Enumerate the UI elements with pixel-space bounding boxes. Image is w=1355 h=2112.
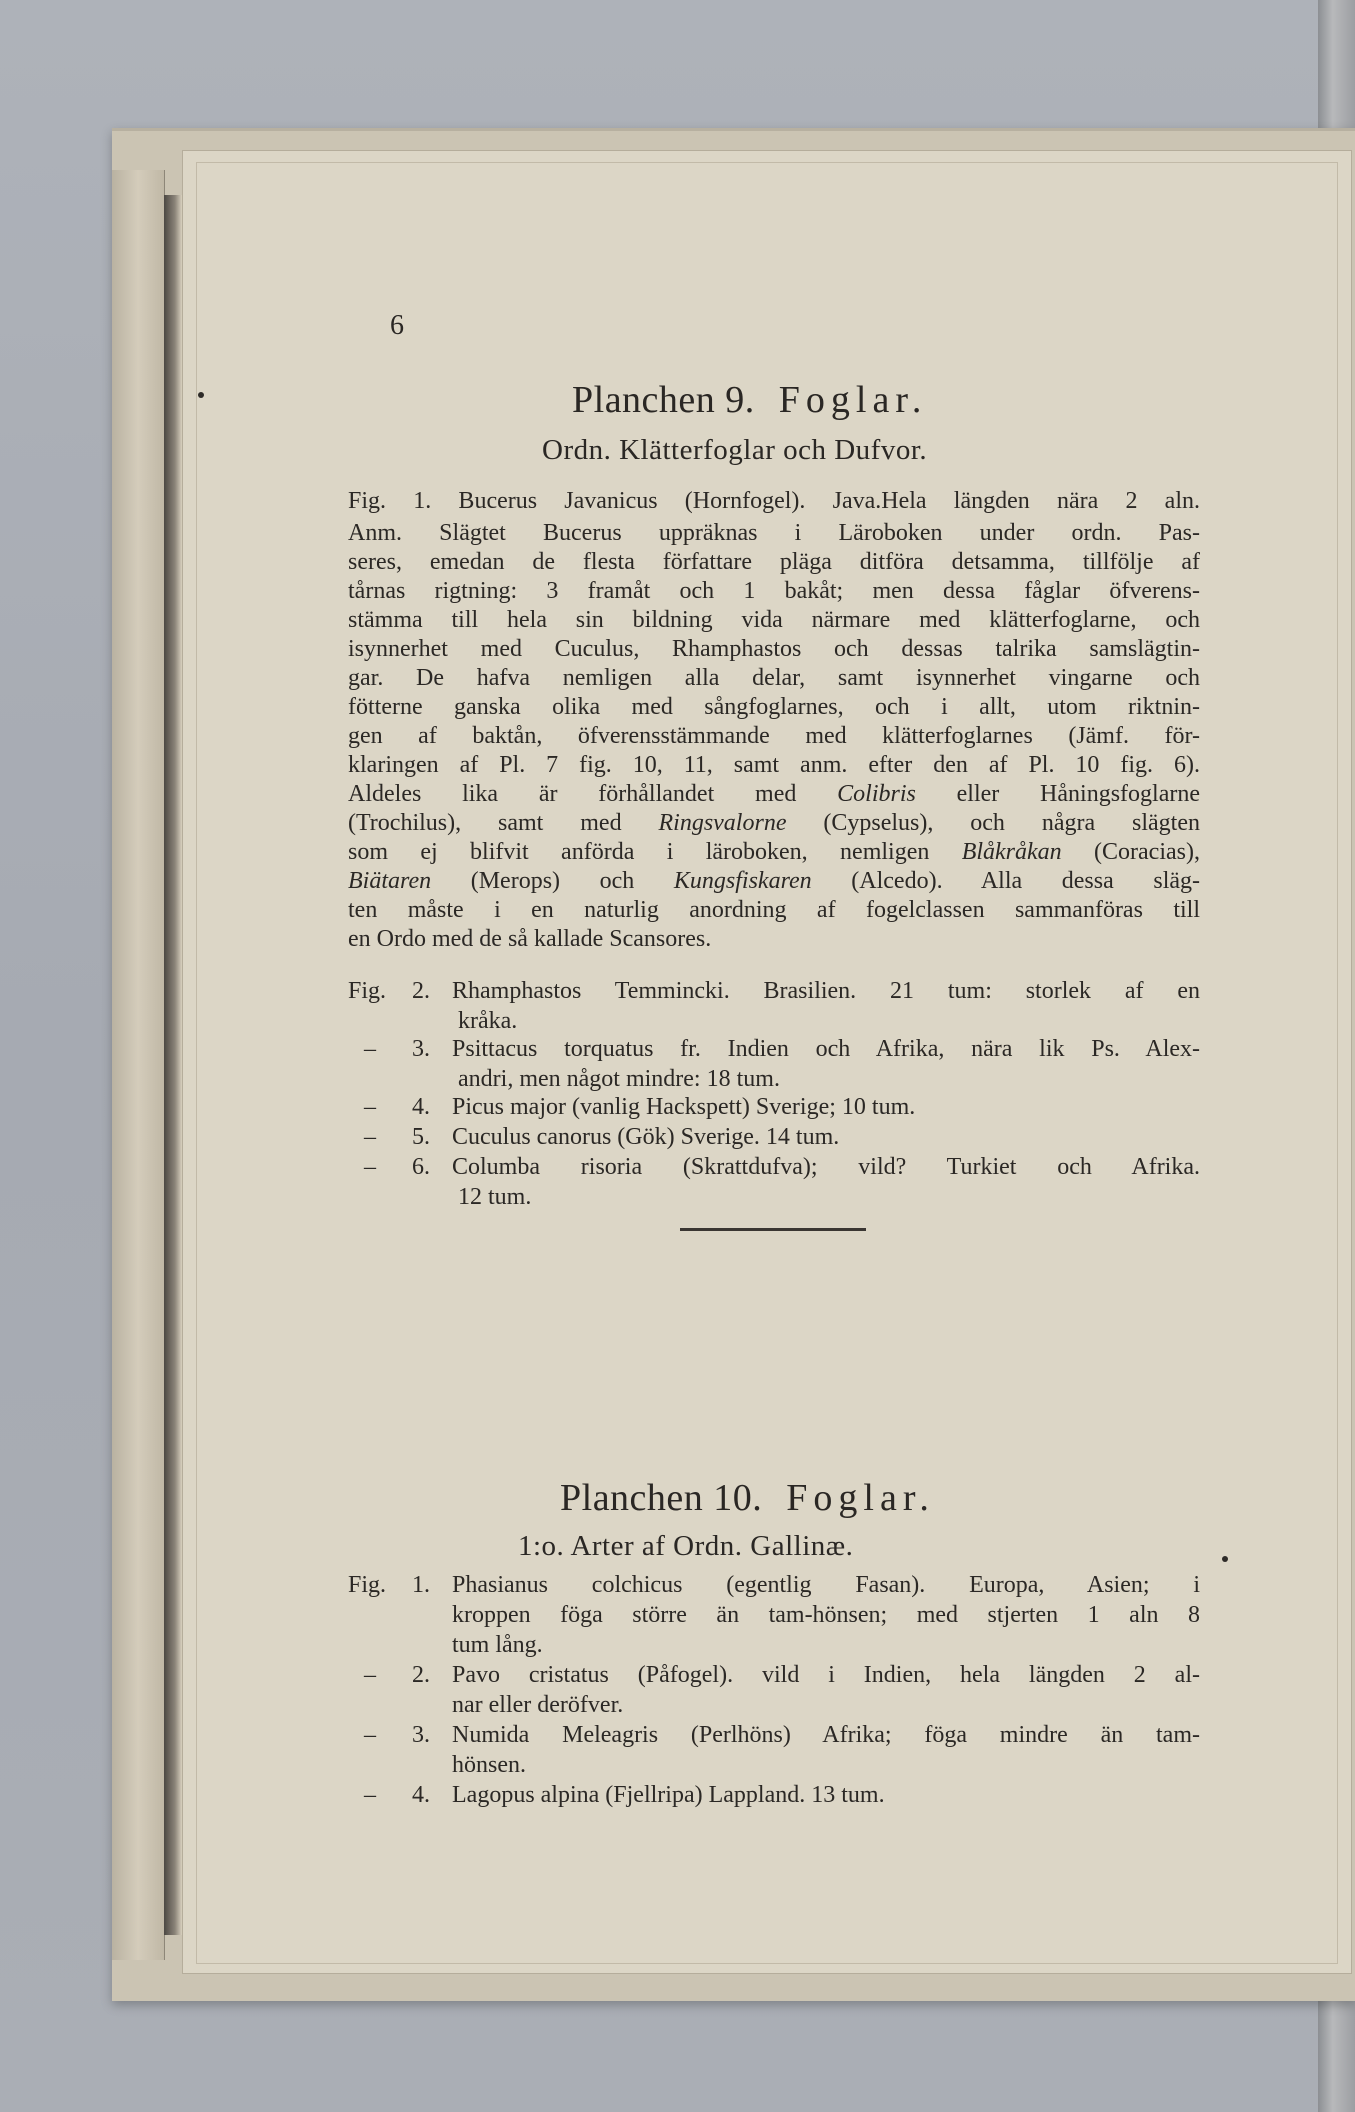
fig-number: 6.	[412, 1154, 430, 1180]
annotation-line: klaringen af Pl. 7 fig. 10, 11, samt anm. efter den af Pl. 10 fig. 6).	[348, 752, 1200, 778]
fig-prefix: –	[364, 1094, 376, 1120]
fig-number: 3.	[412, 1722, 430, 1748]
fig-text: Phasianus colchicus (egentlig Fasan). Europa, Asien; i	[452, 1572, 1200, 1598]
fig-number: 5.	[412, 1124, 430, 1150]
annotation-line: gen af baktån, öfverensstämmande med klätterfoglarnes (Jämf. för-	[348, 723, 1200, 749]
fig-text: nar eller deröfver.	[452, 1692, 624, 1718]
title-number: 9.	[725, 379, 755, 421]
fig-prefix: –	[364, 1154, 376, 1180]
annotation-line: stämma till hela sin bildning vida närmare med klätterfoglarne, och	[348, 607, 1200, 633]
page-number: 6	[390, 310, 404, 341]
fig-text: Cuculus canorus (Gök) Sverige. 14 tum.	[452, 1124, 840, 1150]
title-class: Foglar.	[778, 379, 928, 421]
fig-number: 4.	[412, 1094, 430, 1120]
annotation-line: fötterne ganska olika med sångfoglarnes, och i allt, utom riktnin-	[348, 694, 1200, 720]
fig-number: 2.	[412, 1662, 430, 1688]
fig-text: Psittacus torquatus fr. Indien och Afrika, nära lik Ps. Alex-	[452, 1036, 1200, 1062]
annotation-line: (Trochilus), samt med Ringsvalorne (Cypselus), och några slägten	[348, 810, 1200, 836]
fig-number: 3.	[412, 1036, 430, 1062]
section-10-subtitle: 1:o. Arter af Ordn. Gallinæ.	[518, 1530, 854, 1562]
section-divider	[680, 1228, 866, 1231]
fig-text: kroppen föga större än tam-hönsen; med stjerten 1 aln 8	[452, 1602, 1200, 1628]
page-gutter	[164, 195, 182, 1935]
fig-text: Numida Meleagris (Perlhöns) Afrika; föga mindre än tam-	[452, 1722, 1200, 1748]
annotation-line: Anm. Slägtet Bucerus uppräknas i Läroboken under ordn. Pas-	[348, 520, 1200, 546]
title-word: Planchen	[572, 379, 716, 421]
annotation-line: Biätaren (Merops) och Kungsfiskaren (Alcedo). Alla dessa släg-	[348, 868, 1201, 894]
margin-mark	[1222, 1556, 1228, 1562]
title-word: Planchen	[560, 1477, 704, 1519]
fig-prefix: –	[364, 1036, 376, 1062]
page-frame	[196, 162, 1338, 1964]
book-spine	[112, 170, 165, 1960]
fig-text-cont: andri, men något mindre: 18 tum.	[458, 1066, 780, 1092]
fig-text: hönsen.	[452, 1752, 526, 1778]
annotation-line: en Ordo med de så kallade Scansores.	[348, 926, 712, 952]
annotation-line: isynnerhet med Cuculus, Rhamphastos och dessas talrika samslägtin-	[348, 636, 1200, 662]
section-10-title	[560, 1476, 935, 1520]
fig-prefix: Fig.	[348, 978, 387, 1004]
fig-text-cont: kråka.	[458, 1008, 518, 1034]
fig-text: Rhamphastos Temmincki. Brasilien. 21 tum: storlek af en	[452, 978, 1200, 1004]
annotation-line: Aldeles lika är förhållandet med Colibris eller Håningsfoglarne	[348, 781, 1200, 807]
section-9-title	[572, 378, 927, 422]
fig-number: 1.	[412, 1572, 430, 1598]
fig-prefix: –	[364, 1124, 376, 1150]
fig-prefix: –	[364, 1722, 376, 1748]
section-9-subtitle: Ordn. Klätterfoglar och Dufvor.	[542, 434, 928, 466]
fig-1-entry: Fig. 1. Bucerus Javanicus (Hornfogel). Java.Hela längden nära 2 aln.	[348, 488, 1200, 514]
annotation-line: gar. De hafva nemligen alla delar, samt isynnerhet vingarne och	[348, 665, 1200, 691]
annotation-line: ten måste i en naturlig anordning af fogelclassen sammanföras till	[348, 897, 1200, 923]
fig-number: 4.	[412, 1782, 430, 1808]
annotation-line: tårnas rigtning: 3 framåt och 1 bakåt; men dessa fåglar öfverens-	[348, 578, 1200, 604]
fig-prefix: –	[364, 1662, 376, 1688]
fig-text-cont: 12 tum.	[458, 1184, 532, 1210]
fig-text: Lagopus alpina (Fjellripa) Lappland. 13 tum.	[452, 1782, 885, 1808]
title-class: Foglar.	[786, 1477, 935, 1519]
fig-text: Picus major (vanlig Hackspett) Sverige; 10 tum.	[452, 1094, 916, 1120]
fig-number: 2.	[412, 978, 430, 1004]
fig-prefix: –	[364, 1782, 376, 1808]
annotation-line: som ej blifvit anförda i läroboken, nemligen Blåkråkan (Coracias),	[348, 839, 1200, 865]
title-number: 10.	[713, 1477, 763, 1519]
fig-prefix: Fig.	[348, 1572, 387, 1598]
annotation-line: seres, emedan de flesta författare pläga ditföra detsamma, tillfölje af	[348, 549, 1200, 575]
fig-text: tum lång.	[452, 1632, 543, 1658]
fig-text: Pavo cristatus (Påfogel). vild i Indien, hela längden 2 al-	[452, 1662, 1200, 1688]
fig-text: Columba risoria (Skrattdufva); vild? Turkiet och Afrika.	[452, 1154, 1200, 1180]
margin-mark	[198, 392, 204, 398]
